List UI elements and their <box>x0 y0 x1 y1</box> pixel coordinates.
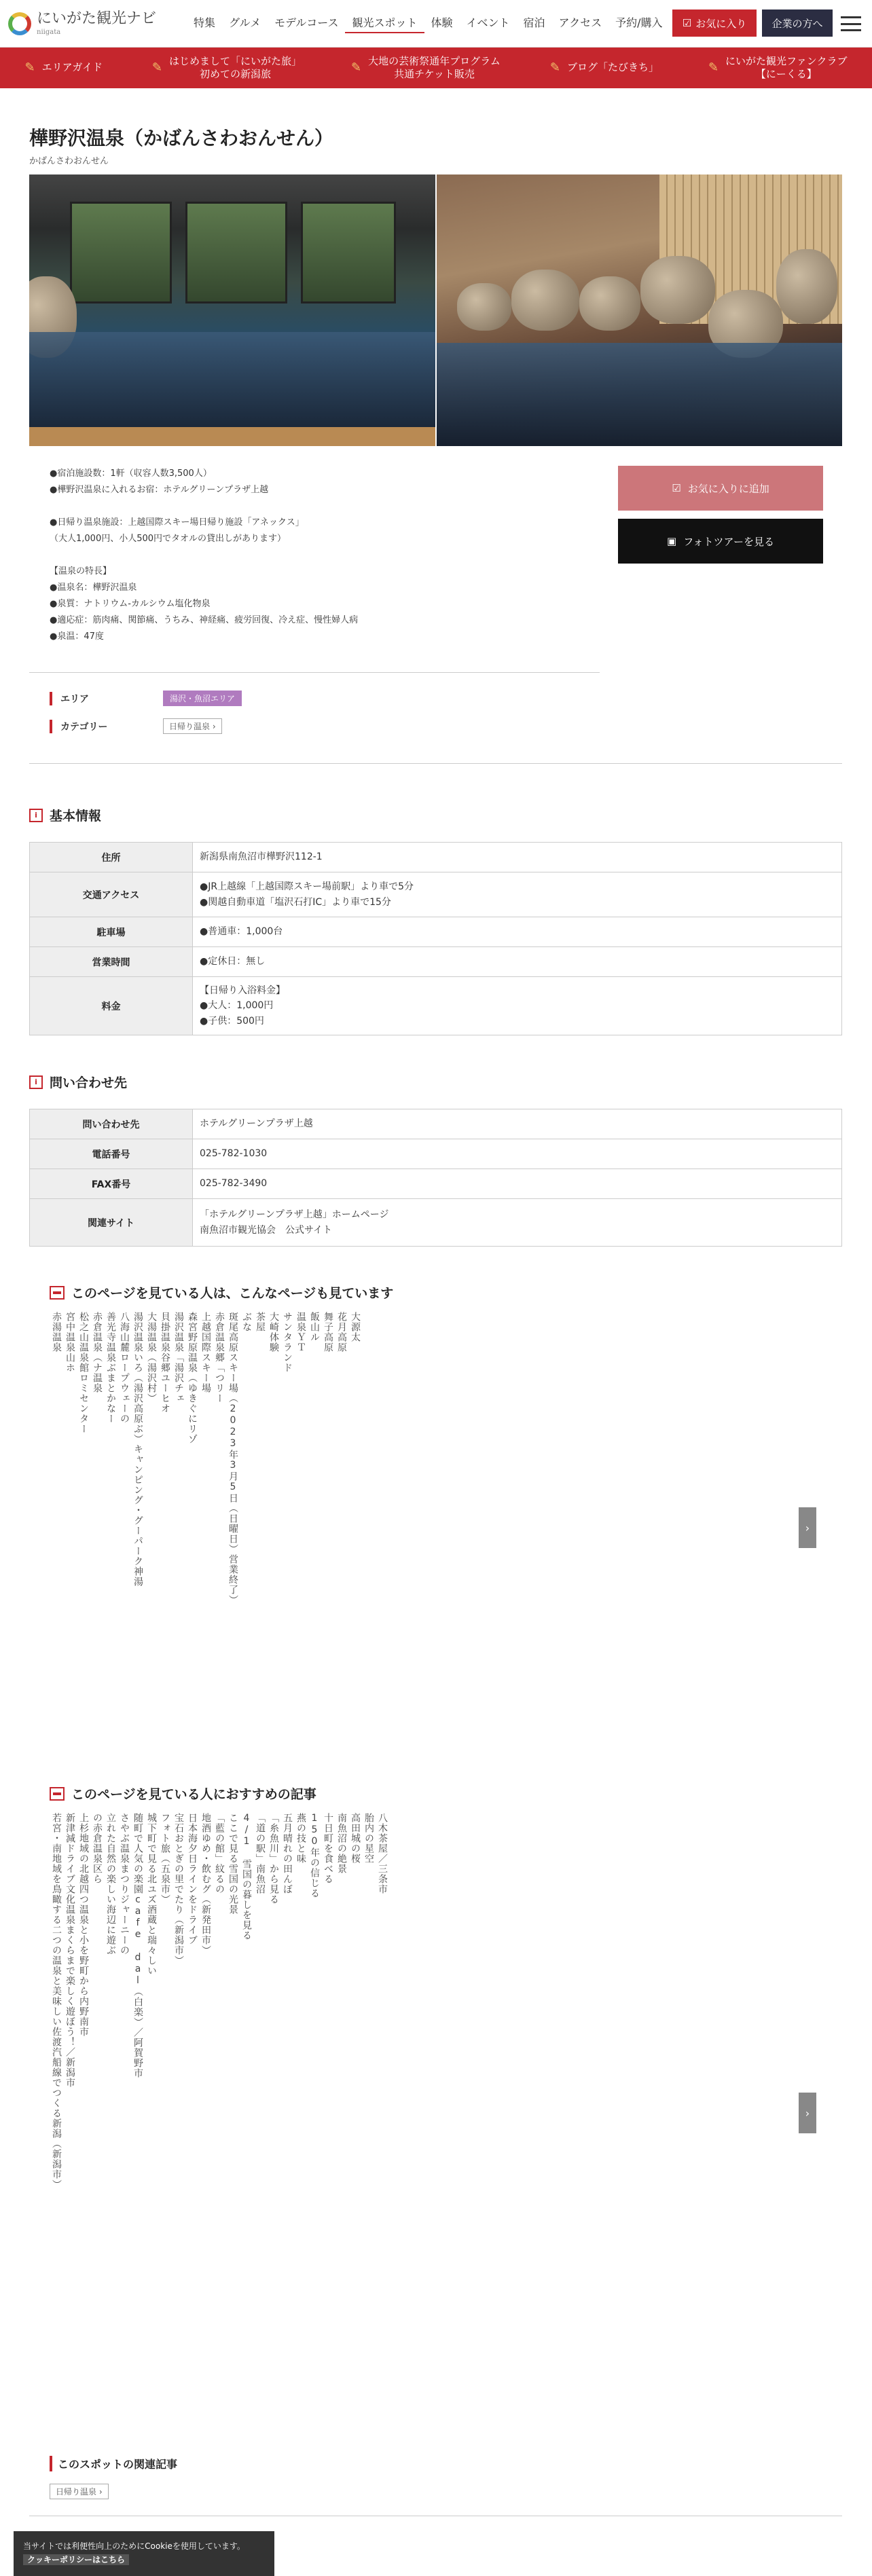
nav-item-stay[interactable]: 宿泊 <box>523 16 545 29</box>
recommended-title: このページを見ている人におすすめの記事 <box>71 1787 316 1802</box>
recommended-heading <box>50 1784 316 1803</box>
recommended-item[interactable]: 上杉地域の北越四つ温泉と小を野町から内野南市 <box>78 1813 89 2037</box>
recommended-item[interactable]: 五月晴れの田んぼ <box>282 1813 293 1894</box>
related-item[interactable]: 森宮野原温泉（ゆきぐにリゾ <box>187 1312 198 1444</box>
pen-icon: ✎ <box>549 60 560 75</box>
meta-area-label: エリア <box>50 692 163 705</box>
desc-line: ●泉質：ナトリウム-カルシウム塩化物泉 <box>50 599 211 610</box>
table-value[interactable]: 「ホテルグリーンプラザ上越」ホームページ 南魚沼市観光協会 公式サイト <box>193 1199 842 1247</box>
divider <box>29 672 600 673</box>
pen-icon: ✎ <box>151 60 163 75</box>
indoor-bath-photo[interactable] <box>29 174 435 446</box>
related-item[interactable]: 赤倉温泉郷「つリー <box>214 1312 225 1403</box>
related-item[interactable]: サンタランド <box>282 1312 293 1373</box>
site-logo[interactable] <box>8 12 156 36</box>
info-icon: i <box>29 1075 43 1089</box>
recommended-item[interactable]: さやぶ温泉まつりジャーニーの <box>119 1813 130 1955</box>
hero-gallery <box>29 174 842 446</box>
related-icon <box>50 1787 65 1801</box>
table-value: 新潟県南魚沼市樺野沢112-1 <box>193 843 842 872</box>
recommended-item[interactable]: 宝石おとぎの里でたり（新潟市） <box>173 1813 184 1966</box>
nav-item-access[interactable]: アクセス <box>558 16 602 29</box>
quick-link-fan-club[interactable] <box>708 55 848 81</box>
site-header <box>0 0 872 48</box>
recommended-item[interactable]: 4/1 雪国の暮しを見る <box>241 1813 252 1940</box>
related-item[interactable]: 大源太 <box>350 1312 361 1342</box>
pen-icon: ✎ <box>24 60 35 75</box>
table-row <box>30 1169 842 1199</box>
table-row <box>30 1139 842 1169</box>
related-item[interactable]: 舞子高原 <box>323 1312 333 1353</box>
photo-tour-button[interactable] <box>618 519 823 564</box>
checklist-icon: ☑ <box>682 17 692 29</box>
recommended-item[interactable]: の赤倉温泉区ら <box>92 1813 103 1884</box>
recommended-item[interactable]: 若宮・南地域を鳥瞰する二つの温泉と美味しい佐渡汽船線でつくる新潟（新潟市） <box>51 1813 62 2190</box>
favorites-label: お気に入り <box>695 17 747 30</box>
side-actions <box>618 466 823 572</box>
desc-line: （大人1,000円、小人500円でタオルの貸出しがあります） <box>50 534 287 545</box>
quick-link-label: にいがた観光ファンクラブ 【にーくる】 <box>725 54 848 80</box>
page-kana: かばんさわおんせん <box>29 156 109 166</box>
nav-item-booking[interactable]: 予約/購入 <box>615 16 663 29</box>
related-item[interactable]: 貝掛温泉谷郷ユーヒオ <box>160 1312 170 1414</box>
recommended-item[interactable]: フォト旅（五泉市） <box>160 1813 170 1905</box>
business-button[interactable]: 企業の方へ <box>762 10 833 37</box>
checklist-icon: ☑ <box>672 482 681 494</box>
quick-link-first-trip[interactable] <box>152 55 302 81</box>
photo-rock <box>640 256 715 324</box>
table-value: ●定休日：無し <box>193 947 842 977</box>
recommended-item[interactable]: 新津減ドライブ文化温泉まくらまで楽しく遊ぼう！／新潟市 <box>65 1813 75 2088</box>
recommended-item[interactable]: 150年の信じる <box>309 1813 320 1898</box>
related-pages-title: このページを見ている人は、こんなページも見ています <box>71 1286 394 1301</box>
category-tag[interactable] <box>163 718 222 734</box>
table-row <box>30 1109 842 1139</box>
nav-item-feature[interactable]: 特集 <box>194 16 216 29</box>
nav-item-gourmet[interactable]: グルメ <box>229 16 261 29</box>
desc-line: ●日帰り温泉施設：上越国際スキー場日帰り施設「アネックス」 <box>50 517 304 528</box>
basic-info-heading <box>29 806 101 824</box>
table-label: 営業時間 <box>30 947 193 977</box>
photo-rock <box>579 276 640 331</box>
info-icon: i <box>29 809 43 822</box>
related-pages-list <box>50 1312 362 1746</box>
quick-link-art-festival[interactable] <box>351 55 501 81</box>
photo-wood-edge <box>29 427 435 446</box>
outdoor-bath-photo[interactable] <box>437 174 843 446</box>
desc-line: ●樺野沢温泉に入れるお宿：ホテルグリーンプラザ上越 <box>50 485 269 496</box>
contact-table <box>29 1109 842 1247</box>
photo-icon: ▣ <box>667 535 677 547</box>
recommended-item[interactable]: 「糸魚川」から見る <box>268 1813 279 1905</box>
contact-title: 問い合わせ先 <box>50 1075 128 1090</box>
table-value: ●普通車：1,000台 <box>193 917 842 947</box>
spot-meta <box>50 691 457 746</box>
related-item[interactable]: 花月高原 <box>336 1312 347 1353</box>
nav-item-experience[interactable]: 体験 <box>431 16 453 29</box>
cookie-banner <box>14 2531 274 2576</box>
photo-tour-label: フォトツアーを見る <box>683 535 774 548</box>
title-block <box>0 124 872 166</box>
desc-line: ●温泉名：樺野沢温泉 <box>50 583 137 593</box>
related-item[interactable]: 善光寺温泉ぶまとかなー <box>105 1312 116 1424</box>
table-label: 問い合わせ先 <box>30 1109 193 1139</box>
quick-link-area-guide[interactable] <box>24 60 103 75</box>
table-label: 料金 <box>30 977 193 1035</box>
photo-rock <box>776 249 837 324</box>
chevron-right-icon: › <box>212 722 216 731</box>
basic-info-title: 基本情報 <box>50 809 102 824</box>
related-item[interactable]: 大湯温泉（湯沢村） <box>146 1312 157 1403</box>
related-item[interactable]: 赤倉温泉（ナ温泉 <box>92 1312 103 1393</box>
logo-sub: niigata <box>37 28 61 36</box>
photo-rock <box>457 283 511 331</box>
nav-item-model-course[interactable]: モデルコース <box>274 16 339 29</box>
table-row <box>30 977 842 1035</box>
cookie-policy-link[interactable]: クッキーポリシーはこちら <box>23 2554 129 2565</box>
logo-text: にいがた観光ナビ <box>37 10 157 27</box>
related-item[interactable]: ぶな <box>241 1312 252 1332</box>
recommended-item[interactable]: ここで見る雪国の光景 <box>228 1813 238 1915</box>
divider <box>29 763 842 764</box>
recommended-item[interactable]: 立れた自然の楽しい海辺に遊ぶ <box>105 1813 116 1955</box>
table-label: FAX番号 <box>30 1169 193 1199</box>
table-label: 駐車場 <box>30 917 193 947</box>
desc-line: ●泉温：47度 <box>50 631 104 642</box>
favorites-button[interactable] <box>672 10 757 37</box>
desc-line: ●適応症：筋肉痛、関節痛、うちみ、神経痛、疲労回復、冷え症、慢性婦人病 <box>50 615 359 626</box>
category-tag-label: 日帰り温泉 <box>169 722 211 731</box>
related-item[interactable]: 湯沢温泉「湯沢チェ <box>173 1312 184 1403</box>
table-row <box>30 872 842 917</box>
chevron-right-icon: › <box>98 2487 103 2497</box>
desc-line <box>50 547 579 564</box>
recommended-item[interactable]: 日本海夕日ラインをドライブ <box>187 1813 198 1945</box>
related-item[interactable]: 松之山温泉館ロミセンター <box>78 1312 89 1434</box>
logo-mark-icon <box>8 12 31 35</box>
related-item[interactable]: 温泉ＹＴ <box>295 1312 306 1353</box>
meta-row-area <box>50 691 457 706</box>
table-value: ●JR上越線「上越国際スキー場前駅」より車で5分 ●関越自動車道「塩沢石打IC」より車で15分 <box>193 872 842 917</box>
quick-link-label: ブログ「たびきち」 <box>566 61 659 74</box>
table-label: 住所 <box>30 843 193 872</box>
recommended-item[interactable]: 十日町を食べる <box>323 1813 333 1884</box>
meta-row-category <box>50 718 457 734</box>
related-icon <box>50 1286 65 1300</box>
table-row <box>30 843 842 872</box>
related-item[interactable]: 湯沢温泉いろ（湯沢高原ぶ）キャンピング・グーパーク神湯 <box>132 1312 143 1587</box>
quick-link-label: エリアガイド <box>41 61 103 74</box>
table-value: ホテルグリーンプラザ上越 <box>193 1109 842 1139</box>
spot-related-heading: このスポットの関連記事 <box>50 2456 177 2471</box>
pen-icon: ✎ <box>350 60 362 75</box>
photo-window <box>70 202 172 303</box>
basic-info-table <box>29 842 842 1035</box>
recommended-item[interactable]: 地酒ゆめ・飲むグ（新発田市） <box>200 1813 211 1955</box>
page-title: 樺野沢温泉（かばんさわおんせん） <box>29 127 334 149</box>
related-pages-heading <box>50 1283 393 1302</box>
recommended-item[interactable]: 八木茶屋／三条市 <box>377 1813 388 1894</box>
related-item[interactable]: 大崎体験 <box>268 1312 279 1353</box>
recommended-item[interactable]: 燕の技と味 <box>295 1813 306 1864</box>
table-row <box>30 917 842 947</box>
table-row <box>30 1199 842 1247</box>
quick-link-label: はじめまして「にいがた旅」 初めての新潟旅 <box>169 54 302 80</box>
table-value: 025-782-3490 <box>193 1169 842 1199</box>
global-nav <box>187 14 669 33</box>
area-tag[interactable]: 湯沢・魚沼エリア <box>163 691 242 706</box>
table-label: 電話番号 <box>30 1139 193 1169</box>
related-item[interactable]: 八海山麓ロープウェーの <box>119 1312 130 1424</box>
related-item[interactable]: 赤湯温泉 <box>51 1312 62 1353</box>
recommended-item[interactable]: 城下町で見る北ユズ酒蔵と瑞々しい <box>146 1813 157 1976</box>
table-row <box>30 947 842 977</box>
meta-category-label: カテゴリー <box>50 720 163 733</box>
recommended-item[interactable]: 胎内の星空 <box>363 1813 374 1864</box>
recommended-item[interactable]: 随町で人気の楽園cafe dal（白楽）／阿賀野市 <box>132 1813 143 2078</box>
table-label: 関連サイト <box>30 1199 193 1247</box>
spot-related-tag-label: 日帰り温泉 <box>56 2487 97 2497</box>
recommended-item[interactable]: 南魚沼の絶景 <box>336 1813 347 1874</box>
recommended-item[interactable]: 高田城の桜 <box>350 1813 361 1864</box>
cookie-text: 当サイトでは利便性向上のためにCookieを使用しています。 <box>23 2541 245 2551</box>
recommended-item[interactable]: 「藍の館」紋るの <box>214 1813 225 1894</box>
spot-related-tag[interactable] <box>50 2484 109 2499</box>
recommended-item[interactable]: 「道の駅」南魚沼 <box>255 1813 266 1894</box>
related-item[interactable]: 上越国際スキー場 <box>200 1312 211 1393</box>
photo-window <box>301 202 396 303</box>
photo-rock <box>511 270 579 331</box>
nav-item-event[interactable]: イベント <box>466 16 510 29</box>
table-value: 025-782-1030 <box>193 1139 842 1169</box>
desc-line: ●宿泊施設数：1軒（収容人数3,500人） <box>50 468 212 479</box>
recommended-next-arrow-icon[interactable]: › <box>799 2093 816 2133</box>
add-favorite-button[interactable] <box>618 466 823 511</box>
desc-line <box>50 498 579 515</box>
table-value: 【日帰り入浴料金】 ●大人：1,000円 ●子供：500円 <box>193 977 842 1035</box>
related-next-arrow-icon[interactable]: › <box>799 1507 816 1548</box>
related-item[interactable]: 斑尾高原スキー場（2023年3月5日（日曜日）営業終了） <box>228 1312 238 1605</box>
photo-window <box>185 202 287 303</box>
nav-item-sightseeing[interactable]: 観光スポット <box>345 14 424 33</box>
desc-line: 【温泉の特長】 <box>50 566 112 577</box>
related-item[interactable]: 宮中温泉山ホ <box>65 1312 75 1373</box>
table-label: 交通アクセス <box>30 872 193 917</box>
spot-description <box>50 466 579 645</box>
add-favorite-label: お気に入りに追加 <box>687 482 769 495</box>
photo-water <box>437 343 843 446</box>
related-item[interactable]: 飯山ル <box>309 1312 320 1342</box>
pen-icon: ✎ <box>708 60 719 75</box>
quick-link-label: 大地の芸術祭通年プログラム 共通チケット販売 <box>368 54 501 80</box>
quick-links-bar <box>0 48 872 88</box>
recommended-list <box>50 1813 389 2410</box>
quick-link-blog[interactable] <box>550 60 659 75</box>
contact-heading <box>29 1073 127 1091</box>
menu-icon[interactable] <box>841 16 861 31</box>
related-item[interactable]: 茶屋 <box>255 1312 266 1332</box>
